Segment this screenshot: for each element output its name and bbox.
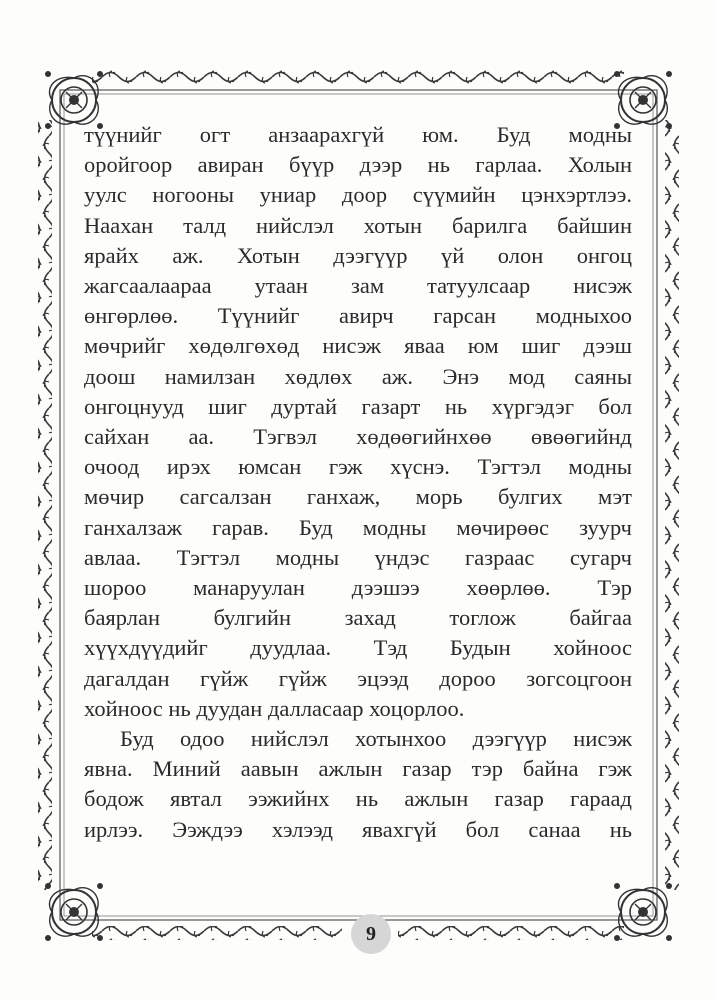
page-number: 9: [351, 914, 391, 954]
text-line: түүнийг огт анзаарахгүй юм. Буд модны: [84, 122, 632, 147]
text-line: жагсаалаараа утаан зам татуулсаар нисэж: [84, 273, 632, 299]
text-line: мөчир сагсалзан ганхаж, морь булгих мэт: [84, 484, 632, 510]
paragraph-1: [84, 120, 632, 724]
text-line: очоод ирэх юмсан гэж хүснэ. Тэгтэл модны: [84, 454, 632, 480]
text-line: доош намилзан хөдлөх аж. Энэ мод саяны: [84, 363, 632, 389]
text-line: сайхан аа. Тэгвэл хөдөөгийнхөө өвөөгийнд: [84, 424, 632, 450]
text-line: ганхалзаж гарав. Буд модны мөчирөөс зуурч: [84, 514, 632, 540]
text-line: баярлан булгийн захад тоглож байгаа: [84, 605, 632, 631]
text-line: ярайх аж. Хотын дээгүүр үй олон онгоц: [84, 242, 632, 268]
text-line: хүүхдүүдийг дуудлаа. Тэд Будын хойноос: [84, 635, 632, 661]
text-line: онгоцнууд шиг дуртай газарт нь хүргэдэг бол: [84, 393, 632, 419]
text-line: бодож явтал ээжийнх нь ажлын газар гараад: [84, 786, 632, 812]
text-line: өнгөрлөө. Түүнийг авирч гарсан модныхоо: [84, 303, 632, 329]
paragraph-2: [84, 724, 632, 845]
text-line: ирлээ. Ээждээ хэлээд явахгүй бол санаа нь: [84, 816, 632, 842]
text-line: Наахан талд нийслэл хотын барилга байшин: [84, 212, 632, 238]
body-text: [84, 120, 632, 845]
text-line: дагалдан гүйж гүйж эцээд дороо зогсоцгоон: [84, 665, 632, 691]
text-line: хойноос нь дуудан далласаар хоцорлоо.: [84, 695, 465, 721]
text-line: мөчрийг хөдөлгөхөд нисэж яваа юм шиг дээш: [84, 333, 632, 359]
text-line: явна. Миний аавын ажлын газар тэр байна гэж: [84, 756, 632, 782]
text-line: оройгоор авиран бүүр дээр нь гарлаа. Холын: [84, 152, 632, 178]
text-line: Буд одоо нийслэл хотынхоо дээгүүр нисэж: [120, 726, 632, 752]
text-line: авлаа. Тэгтэл модны үндэс газраас сугарч: [84, 544, 632, 570]
text-line: шороо манаруулан дээшээ хөөрлөө. Тэр: [84, 575, 632, 601]
text-line: уулс ногооны униар доор сүүмийн цэнхэртлээ.: [84, 182, 632, 208]
